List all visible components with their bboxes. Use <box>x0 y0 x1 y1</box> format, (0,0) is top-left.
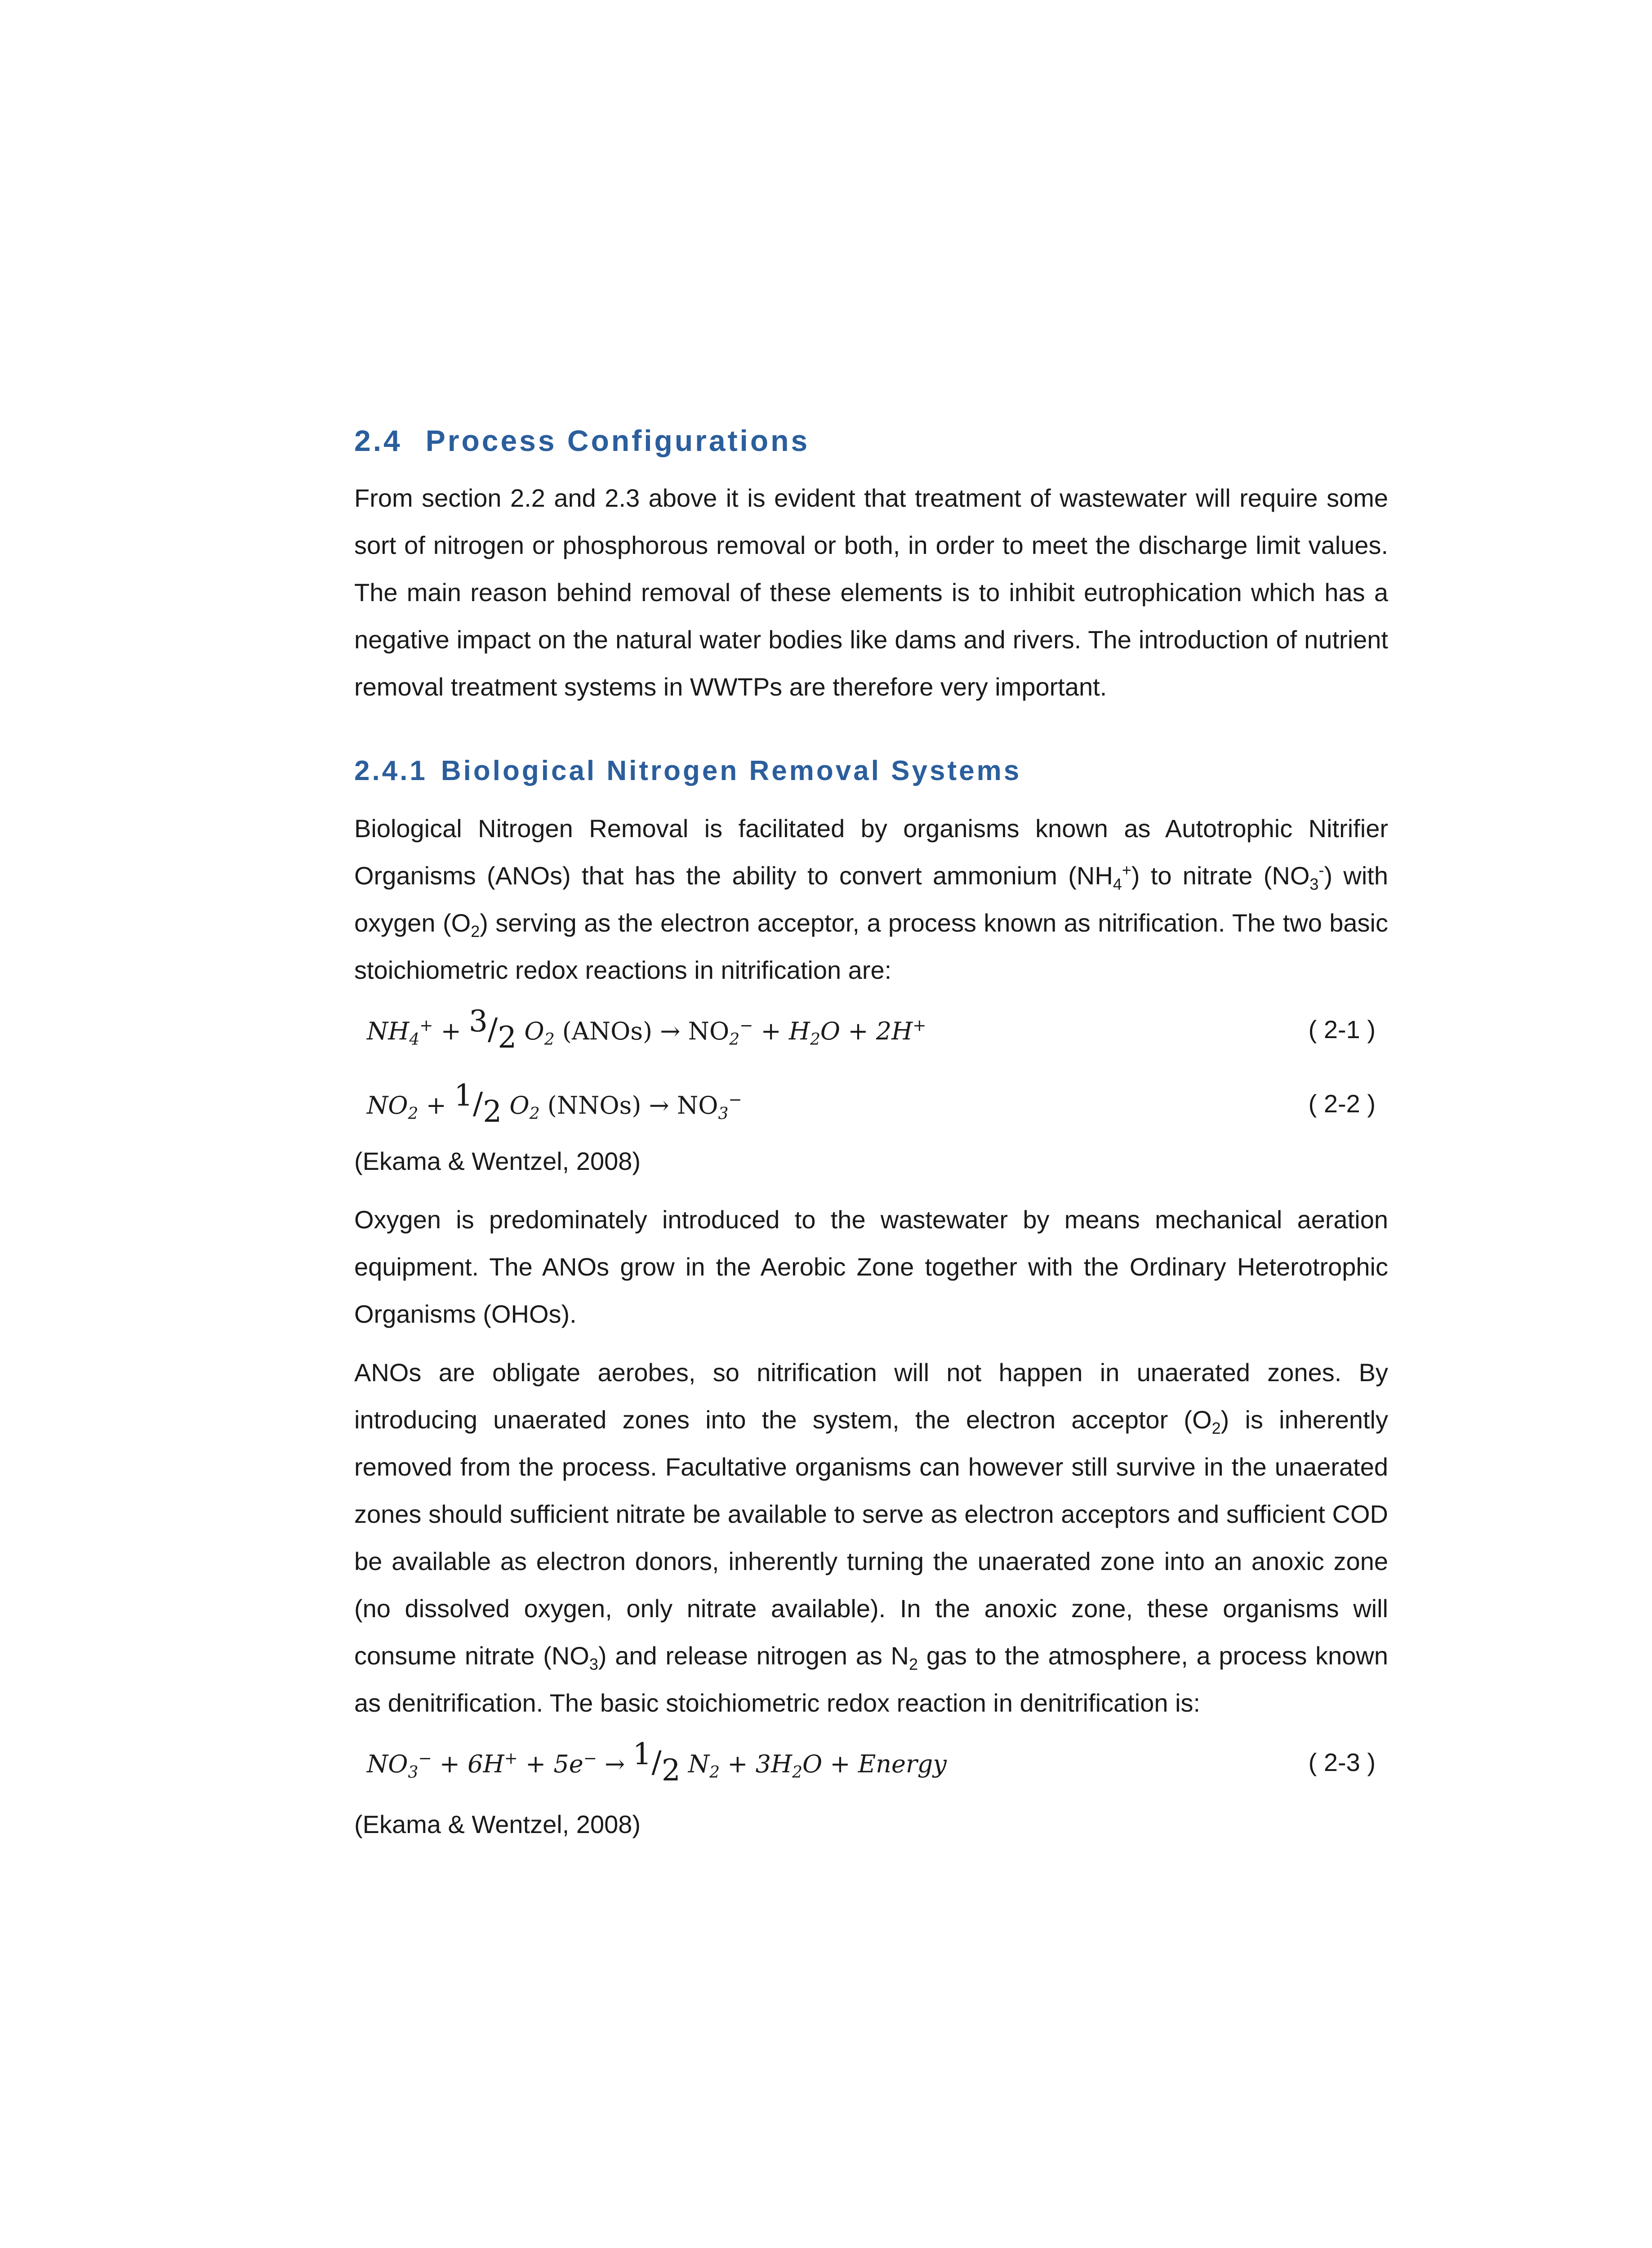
text-run: ) with oxygen (O <box>354 861 1389 937</box>
eq-fraction <box>632 1737 680 1788</box>
eq-sup: + <box>504 1749 518 1768</box>
eq-sup: − <box>739 1017 753 1035</box>
eq-term: NH <box>367 1017 410 1045</box>
subscript: 2 <box>909 1655 918 1674</box>
equation-2-1 <box>354 1003 1388 1057</box>
equation-formula <box>367 1003 926 1058</box>
citation: (Ekama & Wentzel, 2008) <box>354 1810 641 1838</box>
eq-sub: 2 <box>792 1763 802 1782</box>
eq-term: + 5e <box>517 1750 583 1778</box>
eq-sub: 2 <box>709 1763 720 1782</box>
text-run: Biological Nitrogen Removal is facilitated by organisms known as Autotrophic Nitrifier Organisms (ANOs) that has the ability to convert ammonium (NH <box>354 814 1388 890</box>
text-run: ANOs are obligate aerobes, so nitrification will not happen in unaerated zones. By introducing unaerated zones into the system, the electron acceptor (O <box>354 1358 1388 1434</box>
equation-number: ( 2-3 ) <box>1308 1748 1376 1776</box>
eq-frac-num: 1 <box>632 1737 652 1771</box>
section-intro-paragraph: From section 2.2 and 2.3 above it is evident that treatment of wastewater will require some sort of nitrogen or phosphorous removal or both, in order to meet the discharge limit values. The main reason behind removal of these elements is to inhibit eutrophication which has a negative impact on the natural water bodies like dams and rivers. The introduction of nutrient removal treatment systems in WWTPs are therefore very important. <box>354 484 1388 701</box>
eq-sub: 2 <box>408 1104 419 1123</box>
eq-sup: + <box>913 1017 926 1035</box>
eq-frac-num: 3 <box>469 1004 488 1039</box>
subsection-number: 2.4.1 <box>354 755 427 786</box>
eq-term: O <box>517 1017 544 1045</box>
eq-op: + <box>433 1017 469 1045</box>
subscript: 2 <box>1211 1419 1221 1438</box>
eq-fraction <box>469 1004 517 1055</box>
eq-term: NO <box>367 1750 408 1778</box>
eq-sub: 4 <box>409 1030 420 1049</box>
eq-frac-den: 2 <box>498 1020 517 1055</box>
superscript: + <box>1122 861 1131 879</box>
eq-frac-den: 2 <box>661 1753 681 1788</box>
eq-sup: − <box>583 1749 597 1768</box>
eq-term: N <box>680 1750 710 1778</box>
subscript: 3 <box>1309 875 1319 894</box>
equation-2-2 <box>354 1077 1388 1131</box>
eq-op: → <box>597 1750 633 1778</box>
eq-frac-slash: / <box>651 1745 662 1780</box>
eq-term: (ANOs) → NO <box>554 1017 730 1045</box>
text-run: ) and release nitrogen as N <box>598 1641 909 1670</box>
eq-sub: 2 <box>729 1030 740 1049</box>
equation-formula <box>367 1735 947 1791</box>
denitrification-paragraph <box>354 1349 1388 1726</box>
equation-number: ( 2-2 ) <box>1308 1089 1376 1118</box>
eq-sup: − <box>728 1091 742 1109</box>
eq-sub: 2 <box>529 1104 540 1123</box>
eq-sup: − <box>418 1749 432 1768</box>
eq-frac-num: 1 <box>454 1078 473 1113</box>
eq-term: (NNOs) → NO <box>539 1091 718 1120</box>
eq-sub: 3 <box>408 1763 419 1782</box>
text-run: ) is inherently removed from the process. Facultative organisms can however still survive in the unaerated zones should sufficient nitrate be available to serve as electron acceptors and sufficient COD be available as electron donors, inherently turning the unaerated zone into an anoxic zone (no dissolved oxygen, only nitrate available). In the anoxic zone, these organisms will consume nitrate (NO <box>354 1405 1388 1670</box>
superscript: - <box>1318 861 1324 879</box>
eq-term: O + 2H <box>820 1017 913 1045</box>
eq-term: + 3H <box>720 1750 793 1778</box>
citation: (Ekama & Wentzel, 2008) <box>354 1147 641 1175</box>
eq-sub: 3 <box>718 1104 729 1123</box>
equation-number: ( 2-1 ) <box>1308 1015 1376 1044</box>
subsection-heading <box>354 749 1388 794</box>
eq-sup: + <box>419 1017 433 1035</box>
eq-term: + H <box>753 1017 810 1045</box>
eq-term: O <box>502 1091 530 1120</box>
nitrification-paragraph <box>354 805 1388 994</box>
eq-sub: 2 <box>810 1030 820 1049</box>
section-title: Process Configurations <box>425 424 810 457</box>
subscript: 2 <box>471 922 480 941</box>
eq-sub: 2 <box>544 1030 555 1049</box>
eq-term: + 6H <box>432 1750 504 1778</box>
section-heading <box>354 418 1388 463</box>
equation-formula <box>367 1077 742 1133</box>
eq-term: O + Energy <box>802 1750 947 1778</box>
equation-2-3 <box>354 1735 1388 1789</box>
text-run: gas to the atmosphere, a process known as denitrification. The basic stoichiometric redox reaction in denitrification is: <box>354 1641 1388 1717</box>
eq-fraction <box>454 1078 502 1129</box>
eq-frac-slash: / <box>473 1086 483 1121</box>
eq-term: NO <box>367 1091 408 1120</box>
eq-frac-slash: / <box>488 1012 498 1047</box>
section-number: 2.4 <box>354 424 402 457</box>
subsection-title: Biological Nitrogen Removal Systems <box>441 755 1022 786</box>
eq-op: + <box>418 1091 454 1120</box>
text-run: ) to nitrate (NO <box>1131 861 1310 890</box>
page-content <box>354 418 1388 1848</box>
subscript: 4 <box>1113 875 1122 894</box>
text-run: ) serving as the electron acceptor, a process known as nitrification. The two basic stoichiometric redox reactions in nitrification are: <box>354 909 1388 984</box>
eq-frac-den: 2 <box>483 1094 502 1129</box>
subscript: 3 <box>589 1655 598 1674</box>
oxygen-paragraph: Oxygen is predominately introduced to the wastewater by means mechanical aeration equipment. The ANOs grow in the Aerobic Zone together with the Ordinary Heterotrophic Organisms (OHOs). <box>354 1205 1388 1328</box>
